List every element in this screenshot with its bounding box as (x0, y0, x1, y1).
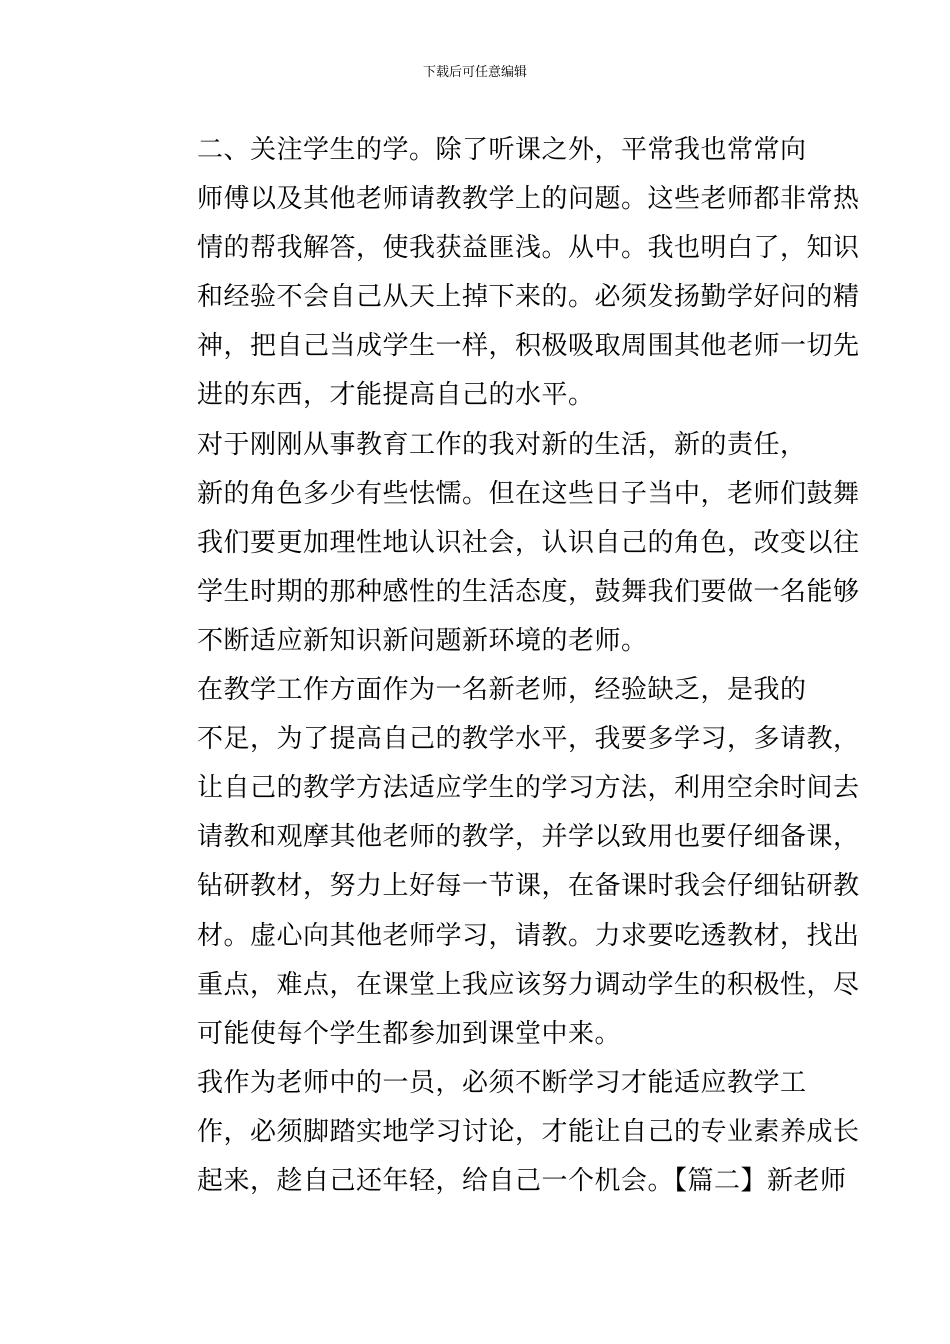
text-line: 材。虚心向其他老师学习，请教。力求要吃透教材，找出 (197, 920, 860, 951)
text-line: 我作为老师中的一员，必须不断学习才能适应教学工 (197, 1067, 807, 1098)
text-line: 不足，为了提高自己的教学水平，我要多学习，多请教， (197, 724, 860, 755)
document-body (145, 126, 860, 1206)
paragraph-3 (145, 666, 860, 1059)
paragraph-1 (145, 126, 860, 421)
text-line: 让自己的教学方法适应学生的学习方法，利用空余时间去 (197, 773, 860, 804)
paragraph-2 (145, 421, 860, 666)
text-line: 情的帮我解答，使我获益匪浅。从中。我也明白了，知识 (197, 233, 860, 264)
text-line: 我们要更加理性地认识社会，认识自己的角色，改变以往 (197, 527, 860, 558)
text-line: 对于刚刚从事教育工作的我对新的生活，新的责任， (197, 429, 807, 460)
text-line: 可能使每个学生都参加到课堂中来。 (197, 1018, 622, 1049)
text-line: 和经验不会自己从天上掉下来的。必须发扬勤学好问的精 (197, 282, 860, 313)
paragraph-4 (145, 1059, 860, 1206)
text-line: 钻研教材，努力上好每一节课，在备课时我会仔细钻研教 (197, 871, 860, 902)
text-line: 不断适应新知识新问题新环境的老师。 (197, 625, 648, 656)
text-line: 学生时期的那种感性的生活态度，鼓舞我们要做一名能够 (197, 576, 860, 607)
text-line: 在教学工作方面作为一名新老师，经验缺乏，是我的 (197, 675, 807, 706)
text-line: 起来，趁自己还年轻，给自己一个机会。【篇二】新老师 (197, 1165, 847, 1196)
text-line: 请教和观摩其他老师的教学，并学以致用也要仔细备课， (197, 822, 860, 853)
text-line: 进的东西，才能提高自己的水平。 (197, 380, 595, 411)
text-line: 二、关注学生的学。除了听课之外，平常我也常常向 (197, 135, 807, 165)
text-line: 新的角色多少有些怯懦。但在这些日子当中，老师们鼓舞 (197, 478, 860, 509)
text-line: 重点，难点，在课堂上我应该努力调动学生的积极性，尽 (197, 969, 860, 1000)
text-line: 作，必须脚踏实地学习讨论，才能让自己的专业素养成长 (197, 1116, 860, 1147)
page-header: 下载后可任意编辑 (422, 65, 527, 80)
text-line: 师傅以及其他老师请教教学上的问题。这些老师都非常热 (197, 184, 860, 215)
text-line: 神，把自己当成学生一样，积极吸取周围其他老师一切先 (197, 331, 860, 362)
